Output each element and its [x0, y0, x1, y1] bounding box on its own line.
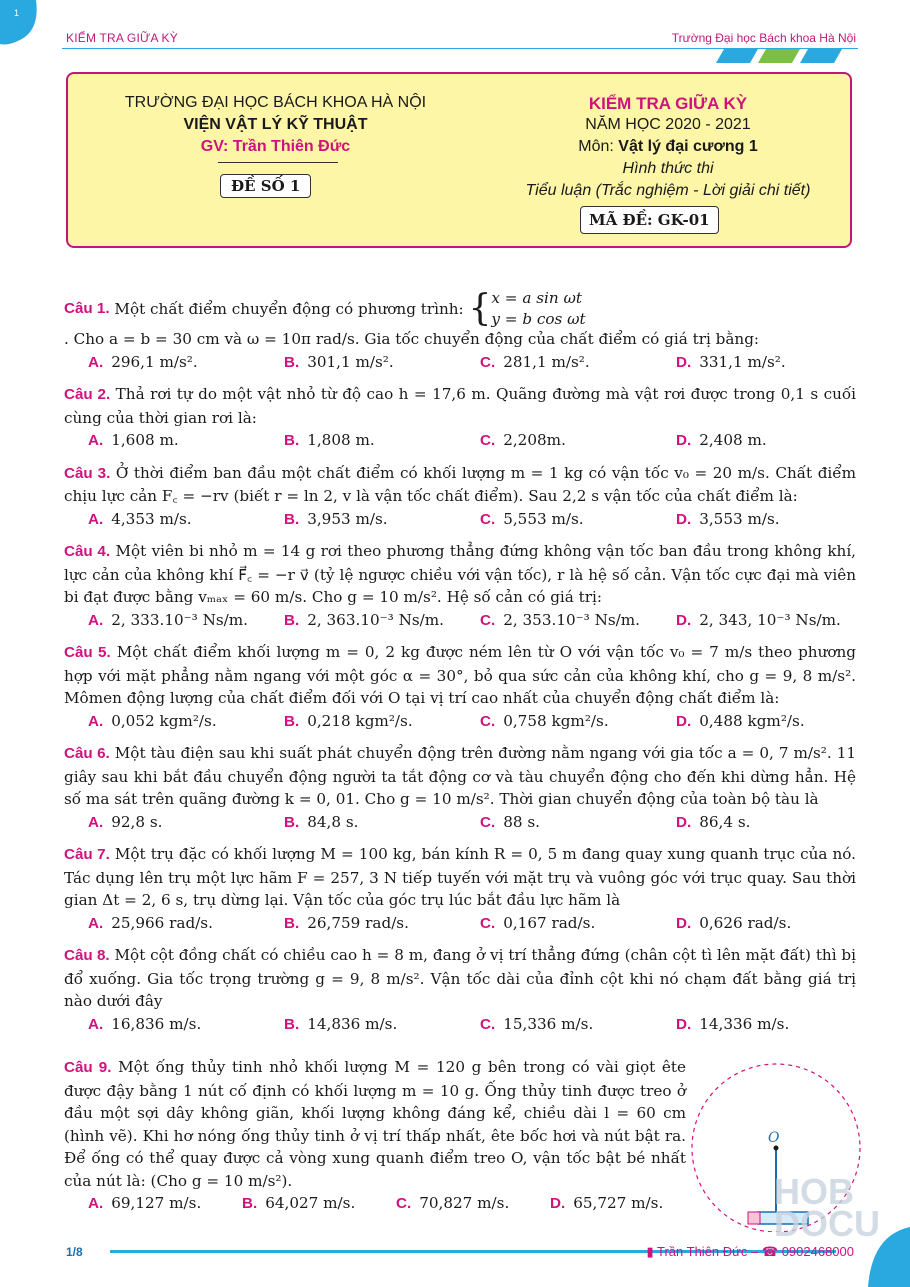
- header-right: Trường Đại học Bách khoa Hà Nội: [671, 31, 856, 45]
- question-label: Câu 1.: [64, 299, 110, 317]
- corner-decoration-bottom: [862, 1227, 910, 1287]
- option-d[interactable]: D. 0,626 rad/s.: [676, 913, 792, 932]
- exam-title-box: [66, 72, 852, 248]
- question-label: Câu 8.: [64, 947, 110, 964]
- option-c[interactable]: C. 2, 353.10⁻³ Ns/m.: [480, 610, 641, 629]
- exam-title: KIỂM TRA GIỮA KỲ: [588, 94, 748, 113]
- option-d[interactable]: D. 2,408 m.: [676, 431, 767, 449]
- answer-options: [64, 609, 856, 633]
- option-d[interactable]: D. 65,727 m/s.: [550, 1194, 664, 1212]
- question-text: Một trụ đặc có khối lượng M = 100 kg, bán kính R = 0, 5 m đang quay xung quanh trục của nó. Tác dụng lên trụ một lực hãm F = 257, 3 N tiếp tuyến với mặt trụ và vuông góc với trục quay. Sau thời gian Δt = 2, 6 s, trụ dừng lại. Vận tốc của góc trụ lúc bắt đầu lực hãm là: [64, 845, 856, 909]
- equation-x: x = a sin ωt: [491, 289, 582, 307]
- page-number: 1/8: [66, 1245, 83, 1259]
- option-c[interactable]: C. 5,553 m/s.: [480, 509, 584, 528]
- question-text: Một chất điểm chuyển động có phương trình:: [114, 299, 464, 318]
- teacher-underline: [218, 162, 338, 163]
- school-name: TRƯỜNG ĐẠI HỌC BÁCH KHOA HÀ NỘI: [124, 94, 427, 111]
- answer-options: [64, 710, 856, 734]
- question-4: [64, 540, 856, 632]
- option-b[interactable]: B. 84,8 s.: [284, 812, 359, 831]
- option-a[interactable]: A. 16,836 m/s.: [88, 1014, 202, 1033]
- subject: [483, 138, 853, 156]
- page-marker: 1: [14, 8, 20, 18]
- answer-options: [64, 351, 856, 375]
- exam-form: Tiểu luận (Trắc nghiệm - Lời giải chi tiết): [525, 182, 811, 199]
- header-left: KIỂM TRA GIỮA KỲ: [66, 31, 178, 45]
- footer-separator: –: [751, 1244, 759, 1259]
- phone-icon: ☎: [761, 1244, 779, 1259]
- pivot-point: [774, 1146, 779, 1151]
- option-b[interactable]: B. 301,1 m/s².: [284, 352, 394, 371]
- footer-author: [646, 1244, 854, 1260]
- question-label: Câu 5.: [64, 644, 111, 661]
- answer-options: [64, 508, 856, 532]
- answer-options: [64, 1192, 686, 1216]
- option-a[interactable]: A. 4,353 m/s.: [88, 509, 192, 528]
- exam-form-label: Hình thức thi: [622, 160, 714, 177]
- question-label: Câu 2.: [64, 386, 111, 403]
- question-text: Thả rơi tự do một vật nhỏ từ độ cao h = 17,6 m. Quãng đường mà vật rơi được trong 0,1 s cuối cùng của thời gian rơi là:: [64, 385, 857, 427]
- cork: [748, 1212, 760, 1224]
- option-b[interactable]: B. 0,218 kgm²/s.: [284, 711, 413, 730]
- exam-number: ĐỀ SỐ 1: [220, 174, 311, 198]
- option-b[interactable]: B. 3,953 m/s.: [284, 509, 388, 528]
- option-d[interactable]: D. 14,336 m/s.: [676, 1014, 790, 1033]
- question-text: Một chất điểm khối lượng m = 0, 2 kg được ném lên từ O với vận tốc v₀ = 7 m/s theo phương hợp với mặt phẳng nằm ngang với một góc α = 30°, bỏ qua sức cản của không khí, cho g = 9, 8 m/s². Mômen động lượng của chất điểm đối với O tại vị trí cao nhất của chuyển động chất điểm là:: [64, 643, 857, 707]
- document-icon: ▮: [646, 1244, 654, 1259]
- option-c[interactable]: C. 2,208m.: [480, 431, 566, 449]
- question-label: Câu 7.: [64, 846, 110, 863]
- option-d[interactable]: D. 86,4 s.: [676, 812, 751, 831]
- option-a[interactable]: A. 69,127 m/s.: [88, 1194, 202, 1212]
- option-a[interactable]: A. 92,8 s.: [88, 812, 163, 831]
- option-b[interactable]: B. 2, 363.10⁻³ Ns/m.: [284, 610, 445, 629]
- question-label: Câu 3.: [64, 464, 111, 482]
- subject-name: Vật lý đại cương 1: [618, 138, 758, 155]
- option-c[interactable]: C. 281,1 m/s².: [480, 352, 590, 371]
- watermark: HOB DOCU: [774, 1171, 880, 1244]
- institute-name: VIỆN VẬT LÝ KỸ THUẬT: [183, 116, 368, 133]
- pivot-label: O: [768, 1130, 780, 1146]
- option-a[interactable]: A. 1,608 m.: [88, 431, 179, 449]
- question-text-cont: . Cho a = b = 30 cm và ω = 10π rad/s. Gia tốc chuyển động của chất điểm có giá trị bằng:: [64, 330, 760, 348]
- option-b[interactable]: B. 64,027 m/s.: [242, 1194, 356, 1212]
- option-d[interactable]: D. 2, 343, 10⁻³ Ns/m.: [676, 610, 841, 629]
- option-c[interactable]: C. 0,167 rad/s.: [480, 913, 596, 932]
- question-6: [64, 742, 856, 834]
- brace: {: [468, 288, 492, 329]
- answer-options: [64, 912, 856, 936]
- exam-code: MÃ ĐỀ: GK-01: [580, 206, 719, 234]
- corner-decoration: [0, 0, 40, 46]
- school-year: NĂM HỌC 2020 - 2021: [585, 116, 751, 133]
- header-stripes: [716, 49, 856, 65]
- option-b[interactable]: B. 1,808 m.: [284, 431, 375, 449]
- phone-number: 0902468000: [781, 1244, 854, 1259]
- answer-options: [64, 811, 856, 835]
- answer-options: [64, 429, 856, 453]
- question-9: [64, 1056, 686, 1216]
- question-text: Ở thời điểm ban đầu một chất điểm có khối lượng m = 1 kg có vận tốc v₀ = 20 m/s. Chất điểm chịu lực cản F꜀ = −rv (biết r = ln 2, v là vận tốc chất điểm). Sau 2,2 s vận tốc của chất điểm là:: [64, 463, 857, 505]
- question-label: Câu 6.: [64, 745, 110, 762]
- question-1: [64, 288, 856, 374]
- question-8: [64, 944, 856, 1036]
- option-b[interactable]: B. 14,836 m/s.: [284, 1014, 398, 1033]
- question-text: Một ống thủy tinh nhỏ khối lượng M = 120 g bên trong có vài giọt ête được đậy bằng 1 nút cố định có khối lượng m = 10 g. Ống thủy tinh được treo ở đầu một sợi dây không giãn, khối lượng không đáng kể, chiều dài l = 60 cm (hình vẽ). Khi hơ nóng ống thủy tinh ở vị trí thấp nhất, ête bốc hơi và nút bật ra. Để ống có thể quay được cả vòng xung quanh điểm treo O, vận tốc bật bé nhất của nút là: (Cho g = 10 m/s²).: [64, 1058, 687, 1190]
- question-2: [64, 383, 856, 453]
- teacher-name: GV: Trần Thiên Đức: [200, 138, 351, 155]
- option-d[interactable]: D. 331,1 m/s².: [676, 352, 786, 371]
- question-label: Câu 9.: [64, 1059, 112, 1076]
- question-7: [64, 843, 856, 935]
- equation-y: y = b cos ωt: [491, 310, 586, 328]
- option-d[interactable]: D. 0,488 kgm²/s.: [676, 711, 805, 730]
- option-c[interactable]: C. 70,827 m/s.: [396, 1194, 510, 1212]
- answer-options: [64, 1013, 856, 1037]
- option-c[interactable]: C. 88 s.: [480, 812, 540, 831]
- equation-system: [468, 288, 585, 330]
- question-text: Một viên bi nhỏ m = 14 g rơi theo phương thẳng đứng không vận tốc ban đầu trong không khí, lực cản của không khí F⃗꜀ = −r v⃗ (tỷ lệ ngược chiều với vận tốc), r là hệ số cản. Vận tốc cực đại mà viên bi đạt được bằng vₘₐₓ = 60 m/s. Cho g = 10 m/s². Hệ số cản có giá trị:: [64, 542, 856, 606]
- option-d[interactable]: D. 3,553 m/s.: [676, 509, 780, 528]
- option-c[interactable]: C. 0,758 kgm²/s.: [480, 711, 609, 730]
- option-a[interactable]: A. 25,966 rad/s.: [88, 913, 213, 932]
- question-label: Câu 4.: [64, 543, 111, 560]
- option-c[interactable]: C. 15,336 m/s.: [480, 1014, 594, 1033]
- option-b[interactable]: B. 26,759 rad/s.: [284, 913, 409, 932]
- subject-prefix: Môn:: [578, 138, 619, 155]
- question-text: Một tàu điện sau khi suất phát chuyển động trên đường nằm ngang với gia tốc a = 0, 7 m/s². 11 giây sau khi bắt đầu chuyển động người ta tắt động cơ và tàu chuyển động cho đến khi dừng hẳn. Hệ số ma sát trên quãng đường k = 0, 01. Cho g = 10 m/s². Thời gian chuyển động của toàn bộ tàu là: [64, 744, 857, 808]
- option-a[interactable]: A. 0,052 kgm²/s.: [88, 711, 217, 730]
- option-a[interactable]: A. 296,1 m/s².: [88, 352, 198, 371]
- question-5: [64, 641, 856, 733]
- option-a[interactable]: A. 2, 333.10⁻³ Ns/m.: [88, 610, 249, 629]
- question-text: Một cột đồng chất có chiều cao h = 8 m, đang ở vị trí thẳng đứng (chân cột tì lên mặt đất) thì bị đổ xuống. Gia tốc trọng trường g = 9, 8 m/s². Vận tốc dài của đỉnh cột khi nó chạm đất bằng giá trị nào dưới đây: [64, 946, 857, 1010]
- question-3: [64, 462, 856, 532]
- author-name: Trần Thiên Đức: [657, 1244, 748, 1259]
